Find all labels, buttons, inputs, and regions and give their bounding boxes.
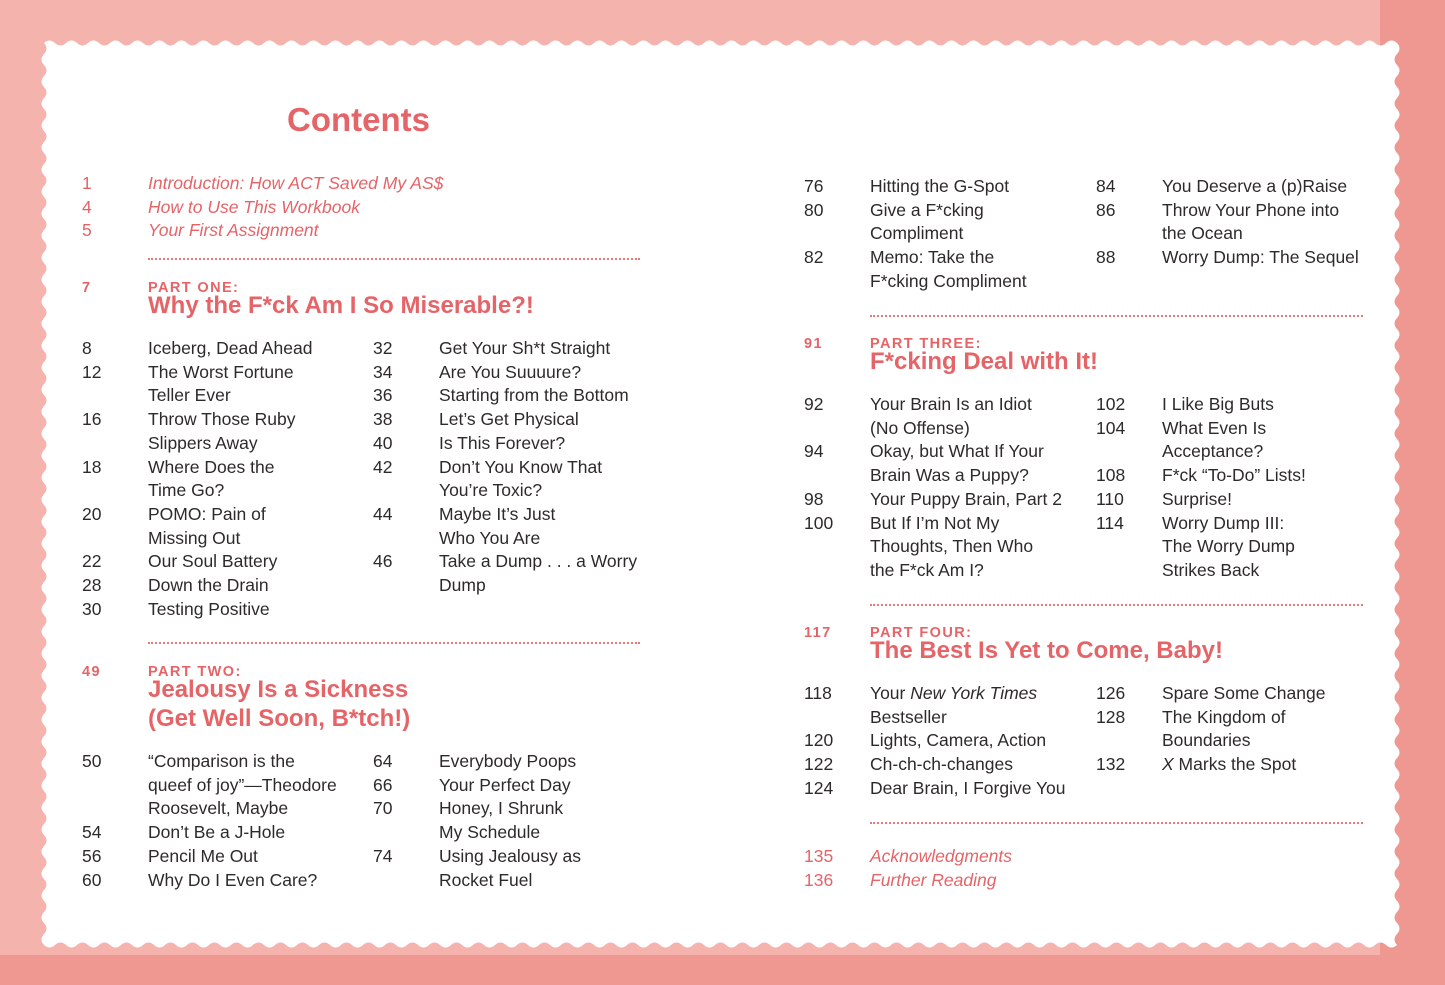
toc-entry-title: Dear Brain, I Forgive You [870, 777, 1066, 798]
toc-page-number: 40 [373, 432, 393, 453]
part-page-number: 117 [804, 625, 832, 641]
toc-page-number: 22 [82, 551, 102, 572]
toc-page-number: 124 [804, 777, 834, 798]
toc-page-number: 70 [373, 798, 393, 819]
part-title: Why the F*ck Am I So Miserable?! [148, 292, 534, 319]
toc-entry-title: Get Your Sh*t Straight [439, 338, 611, 358]
toc-entry-title: X Marks the Spot [1162, 754, 1297, 775]
toc-page-number: 56 [82, 845, 102, 866]
toc-entry-title: Dump [439, 575, 486, 595]
dotted-divider [148, 642, 640, 644]
italic-book-title: New York Times [910, 683, 1038, 703]
toc-page-number: 92 [804, 394, 824, 414]
part-title: (Get Well Soon, B*tch!) [148, 704, 411, 732]
contents-title: Contents [287, 101, 430, 138]
toc-entry-title: Memo: Take the [870, 247, 995, 268]
toc-page-number: 88 [1096, 247, 1116, 268]
toc-entry-title: Give a F*cking [870, 199, 984, 220]
toc-entry-title: Compliment [870, 223, 964, 244]
front-matter-page: 1 [82, 173, 92, 193]
front-matter-page: 5 [82, 220, 92, 241]
toc-entry-title: Worry Dump III: [1162, 512, 1285, 533]
toc-entry-title: Down the Drain [148, 575, 269, 595]
toc-page-number: 50 [82, 751, 102, 771]
toc-page-number: 132 [1096, 754, 1126, 775]
toc-page-number: 64 [373, 751, 393, 771]
back-matter-page: 135 [804, 846, 834, 866]
toc-entry-title: I Like Big Buts [1162, 394, 1274, 414]
toc-entry-title: The Worry Dump [1162, 536, 1295, 557]
toc-entry-title: Okay, but What If Your [870, 441, 1044, 462]
toc-entry-title: Starting from the Bottom [439, 385, 629, 406]
toc-page-number: 102 [1096, 394, 1126, 414]
front-matter-title: How to Use This Workbook [148, 196, 361, 217]
back-matter-page: 136 [804, 869, 834, 890]
toc-page-number: 44 [373, 503, 393, 524]
toc-entry-title: Let’s Get Physical [439, 409, 579, 430]
toc-entry-title: Your New York Times [870, 683, 1038, 703]
toc-entry-title: Time Go? [148, 480, 225, 501]
toc-entry-title: Why Do I Even Care? [148, 869, 318, 890]
toc-entry-title: Ch-ch-ch-changes [870, 754, 1013, 775]
toc-page-number: 114 [1096, 512, 1124, 533]
toc-entry-title: You’re Toxic? [439, 480, 543, 501]
toc-entry-title: F*ck “To-Do” Lists! [1162, 465, 1306, 486]
toc-entry-title: Throw Those Ruby [148, 409, 296, 430]
part-page-number: 49 [82, 664, 101, 680]
toc-page-number: 82 [804, 247, 824, 268]
toc-entry-title: Your Puppy Brain, Part 2 [870, 488, 1062, 509]
toc-entry-title: Surprise! [1162, 488, 1233, 509]
front-matter-title: Introduction: How ACT Saved My AS$ [148, 173, 444, 193]
part-label: PART ONE: [148, 280, 240, 296]
toc-entry-title: Spare Some Change [1162, 683, 1326, 703]
toc-page-number: 16 [82, 409, 102, 430]
toc-page-number: 100 [804, 512, 834, 533]
toc-entry-title: Is This Forever? [439, 432, 566, 453]
toc-page-number: 42 [373, 456, 393, 477]
toc-entry-title: Slippers Away [148, 432, 258, 453]
toc-entry-title: (No Offense) [870, 417, 970, 438]
toc-entry-title: Rocket Fuel [439, 869, 533, 890]
toc-entry-title: Are You Suuuure? [439, 361, 582, 382]
toc-entry-title: the Ocean [1162, 223, 1243, 244]
toc-page-number: 34 [373, 361, 393, 382]
toc-entry-title: Worry Dump: The Sequel [1162, 247, 1359, 268]
part-label: PART TWO: [148, 664, 242, 680]
front-matter-page: 4 [82, 196, 92, 217]
toc-page-number: 120 [804, 730, 834, 751]
toc-page-number: 28 [82, 575, 102, 595]
toc-entry-title: Hitting the G-Spot [870, 176, 1010, 196]
toc-page-number: 36 [373, 385, 393, 406]
toc-entry-title: Roosevelt, Maybe [148, 798, 289, 819]
toc-page-number: 8 [82, 338, 92, 358]
toc-entry-title: The Kingdom of [1162, 706, 1286, 727]
toc-entry-title: Acceptance? [1162, 441, 1264, 462]
toc-entry-title: Lights, Camera, Action [870, 730, 1047, 751]
toc-entry-title: Throw Your Phone into [1162, 199, 1340, 220]
toc-entry-title: Everybody Poops [439, 751, 577, 771]
toc-entry-title: Your Brain Is an Idiot [870, 394, 1032, 414]
toc-entry-title: Who You Are [439, 527, 541, 548]
toc-entry-title: The Worst Fortune [148, 361, 294, 382]
dotted-divider [870, 604, 1363, 606]
toc-page-number: 80 [804, 199, 824, 220]
toc-page-number: 74 [373, 845, 393, 866]
toc-page-number: 66 [373, 774, 393, 795]
toc-entry-title: Testing Positive [148, 598, 270, 619]
toc-entry-title: Honey, I Shrunk [439, 798, 564, 819]
toc-entry-title: Pencil Me Out [148, 845, 258, 866]
part-page-number: 7 [82, 280, 92, 296]
italic-letter: X [1162, 754, 1174, 775]
toc-page-number: 118 [804, 683, 832, 703]
dotted-divider [148, 258, 640, 260]
part-title: The Best Is Yet to Come, Baby! [870, 637, 1223, 664]
toc-entry-title: Maybe It’s Just [439, 503, 556, 524]
toc-entry-title: My Schedule [439, 822, 541, 843]
toc-entry-title: F*cking Compliment [870, 270, 1027, 291]
toc-entry-title: Boundaries [1162, 730, 1251, 751]
toc-entry-title: Teller Ever [148, 385, 231, 406]
toc-page-number: 12 [82, 361, 102, 382]
front-matter-title: Your First Assignment [148, 220, 319, 241]
toc-entry-title: Take a Dump . . . a Worry [439, 551, 638, 572]
part-label: PART FOUR: [870, 625, 973, 641]
toc-page-number: 46 [373, 551, 393, 572]
toc-page-number: 54 [82, 822, 102, 843]
dotted-divider [870, 822, 1363, 824]
toc-entry-title: Thoughts, Then Who [870, 536, 1034, 557]
toc-page-number: 126 [1096, 683, 1126, 703]
toc-entry-title: Using Jealousy as [439, 845, 582, 866]
toc-page-number: 94 [804, 441, 824, 462]
toc-entry-title: Bestseller [870, 706, 947, 727]
toc-entry-title: But If I’m Not My [870, 512, 1000, 533]
toc-entry-title: You Deserve a (p)Raise [1162, 176, 1348, 196]
part-page-number: 91 [804, 336, 823, 352]
toc-entry-title: Iceberg, Dead Ahead [148, 338, 313, 358]
toc-entry-title: POMO: Pain of [148, 503, 266, 524]
toc-entry-title: “Comparison is the [148, 751, 295, 771]
toc-page-number: 84 [1096, 176, 1116, 196]
toc-entry-title: queef of joy”—Theodore [148, 774, 337, 795]
toc-entry-title: Missing Out [148, 527, 241, 548]
toc-entry-title: Your Perfect Day [439, 774, 571, 795]
toc-page-number: 60 [82, 869, 102, 890]
toc-page-number: 104 [1096, 417, 1126, 438]
toc-page-number: 86 [1096, 199, 1116, 220]
toc-page-number: 20 [82, 503, 102, 524]
toc-page-number: 108 [1096, 465, 1126, 486]
toc-page-number: 110 [1096, 488, 1124, 509]
back-matter-title: Acknowledgments [870, 846, 1013, 866]
dotted-divider [870, 315, 1363, 317]
toc-page-number: 122 [804, 754, 834, 775]
toc-entry-title: Where Does the [148, 456, 275, 477]
part-title: F*cking Deal with It! [870, 348, 1099, 375]
toc-page-number: 18 [82, 456, 102, 477]
back-matter-title: Further Reading [870, 869, 997, 890]
toc-entry-title: the F*ck Am I? [870, 559, 984, 580]
toc-page-number: 30 [82, 598, 102, 619]
toc-page-number: 38 [373, 409, 393, 430]
toc-page-number: 128 [1096, 706, 1126, 727]
toc-entry-title: Strikes Back [1162, 559, 1260, 580]
toc-entry-title: Our Soul Battery [148, 551, 278, 572]
toc-page-number: 98 [804, 488, 824, 509]
toc-entry-title: What Even Is [1162, 417, 1267, 438]
toc-entry-title: Don’t Be a J-Hole [148, 822, 286, 843]
toc-page-number: 76 [804, 176, 824, 196]
part-label: PART THREE: [870, 336, 982, 352]
toc-page-number: 32 [373, 338, 393, 358]
toc-entry-title: Brain Was a Puppy? [870, 465, 1029, 486]
part-title: Jealousy Is a Sickness [148, 676, 409, 703]
toc-entry-title: Don’t You Know That [439, 456, 603, 477]
